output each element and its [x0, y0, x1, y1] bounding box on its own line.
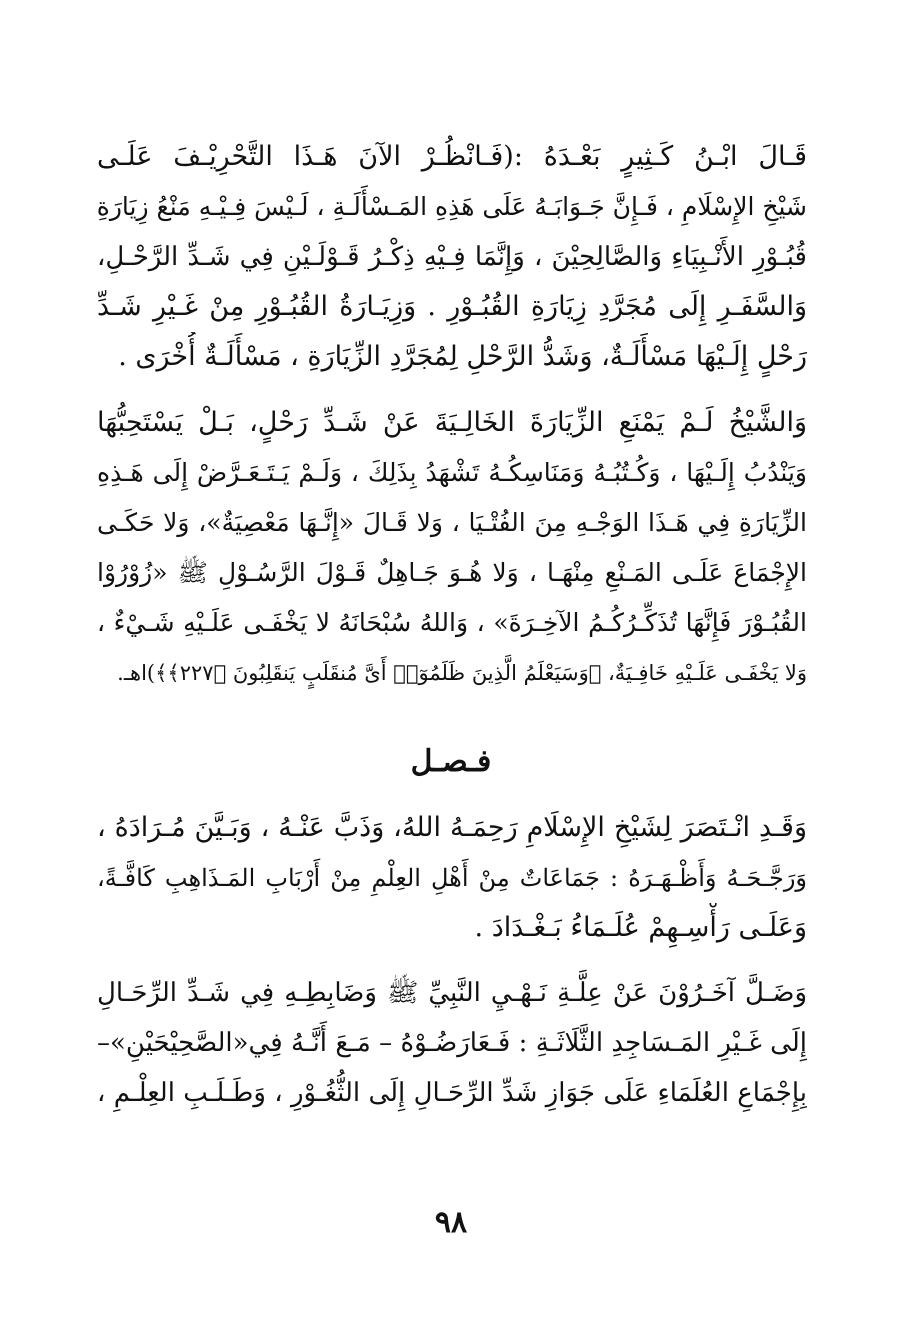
text-line: وَالسَّفَـرِ إِلَى مُجَرَّدِ زِيَارَةِ القُبُـوْرِ . وَزِيَـارَةُ القُبُـوْرِ مِنْ غَـيْرِ شَـدِّ — [97, 291, 807, 322]
text-line: وَلا يَخْفَـى عَلَـيْهِ خَافِـيَةٌ، ﴿وَسَيَعْلَمُ الَّذِينَ ظَلَمُوٓا۟ أَىَّ مُنقَلَبٍ يَنقَلِبُونَ ﴿٢٢٧﴾﴾)اهـ. — [117, 661, 807, 685]
section-heading: فـصـل — [410, 744, 492, 779]
quoted-paragraph — [97, 132, 807, 382]
text-line: وَرَجَّـحَـهُ وَأَظْـهَـرَهُ : جَمَاعَاتٌ مِنْ أَهْلِ العِلْمِ مِنْ أَرْبَابِ المَـذَاهِبِ كَافَّـةً، — [97, 864, 807, 892]
text-line: الإِجْمَاعَ عَلَـى المَـنْعِ مِنْهَـا ، وَلا هُـوَ جَـاهِلٌ قَـوْلَ الرَّسُـوْلِ ﷺ «زُوْرُوْا — [97, 558, 807, 587]
text-line: قُبُـوْرِ الأَنْـبِيَاءِ وَالصَّالِحِيْنَ ، وَإِنَّمَا فِـيْهِ ذِكْـرُ قَـوْلَـيْنِ فِي شَـدِّ الرَّحْـلِ، — [97, 242, 807, 272]
text-line: وَعَلَـى رَأْسِـهِمْ عُلَـمَاءُ بَـغْـدَادَ . — [474, 912, 807, 943]
text-line: قَـالَ ابْـنُ كَـثِيرٍ بَعْـدَهُ :(فَـانْظُـرْ الآنَ هَـذَا التَّحْرِيْـفَ عَلَـى — [97, 141, 807, 172]
text-line: وَالشَّيْخُ لَـمْ يَمْنَعِ الزِّيَارَةَ الخَالِـيَةَ عَنْ شَـدِّ رَحْلٍ، بَـلْ يَسْتَحِبُّهَا — [97, 407, 807, 438]
text-line: الزِّيَارَةِ فِي هَـذَا الوَجْـهِ مِنَ الفُتْـيَا ، وَلا قَـالَ «إِنَّـهَا مَعْصِيَةٌ»، وَلا حَكَـى — [97, 508, 807, 537]
text-line: رَحْلٍ إِلَـيْهَا مَسْأَلَـةٌ، وَشَدُّ الرَّحْلِ لِمُجَرَّدِ الزِّيَارَةِ ، مَسْأَلَـةٌ أُخْرَى . — [118, 341, 807, 372]
text-line: وَيَنْدُبُ إِلَـيْهَا ، وَكُـتُبُـهُ وَمَنَاسِكُـهُ تَشْهَدُ بِذَلِكَ ، وَلَـمْ يَـتَـعَـرَّضْ إِلَى هَـذِهِ — [97, 458, 807, 487]
text-line: بِإِجْمَاعِ العُلَمَاءِ عَلَى جَوَازِ شَدِّ الرِّحَـالِ إِلَى الثُّغُـوْرِ ، وَطَـلَـبِ العِلْـمِ ، — [97, 1078, 807, 1108]
page-number: ٩٨ — [434, 1205, 468, 1240]
text-line: وَقَـدِ انْـتَصَرَ لِشَيْخِ الإِسْلَامِ رَحِمَـهُ اللهُ، وَذَبَّ عَنْـهُ ، وَبَـيَّنَ مُـرَادَهُ ، — [97, 812, 807, 843]
text-line: شَيْخِ الإِسْلَامِ ، فَـإِنَّ جَـوَابَـهُ عَلَى هَذِهِ المَـسْأَلَـةِ ، لَـيْسَ فِـيْـهِ مَنْعُ زِيَارَةِ — [97, 192, 807, 221]
body-paragraph — [97, 803, 807, 953]
body-paragraph — [97, 398, 807, 698]
text-line: إِلَى غَـيْرِ المَـسَاجِدِ الثَّلَاثَـةِ : فَـعَارَضُـوْهُ – مَـعَ أَنَّـهُ فِي«الصَّحِيْحَيْنِ»– — [97, 1028, 807, 1058]
text-line: وَضَـلَّ آخَـرُوْنَ عَنْ عِلَّـةِ نَـهْـيِ النَّبِيِّ ﷺ وَضَابِطِـهِ فِي شَـدِّ الرِّحَـالِ — [97, 978, 807, 1008]
body-paragraph — [97, 968, 807, 1118]
text-line: القُبُـوْرَ فَإِنَّهَا تُذَكِّـرُكُـمُ الآخِـرَةَ» ، وَاللهُ سُبْحَانَهُ لا يَخْفَـى عَلَـيْهِ شَـيْءٌ ، — [97, 608, 807, 637]
